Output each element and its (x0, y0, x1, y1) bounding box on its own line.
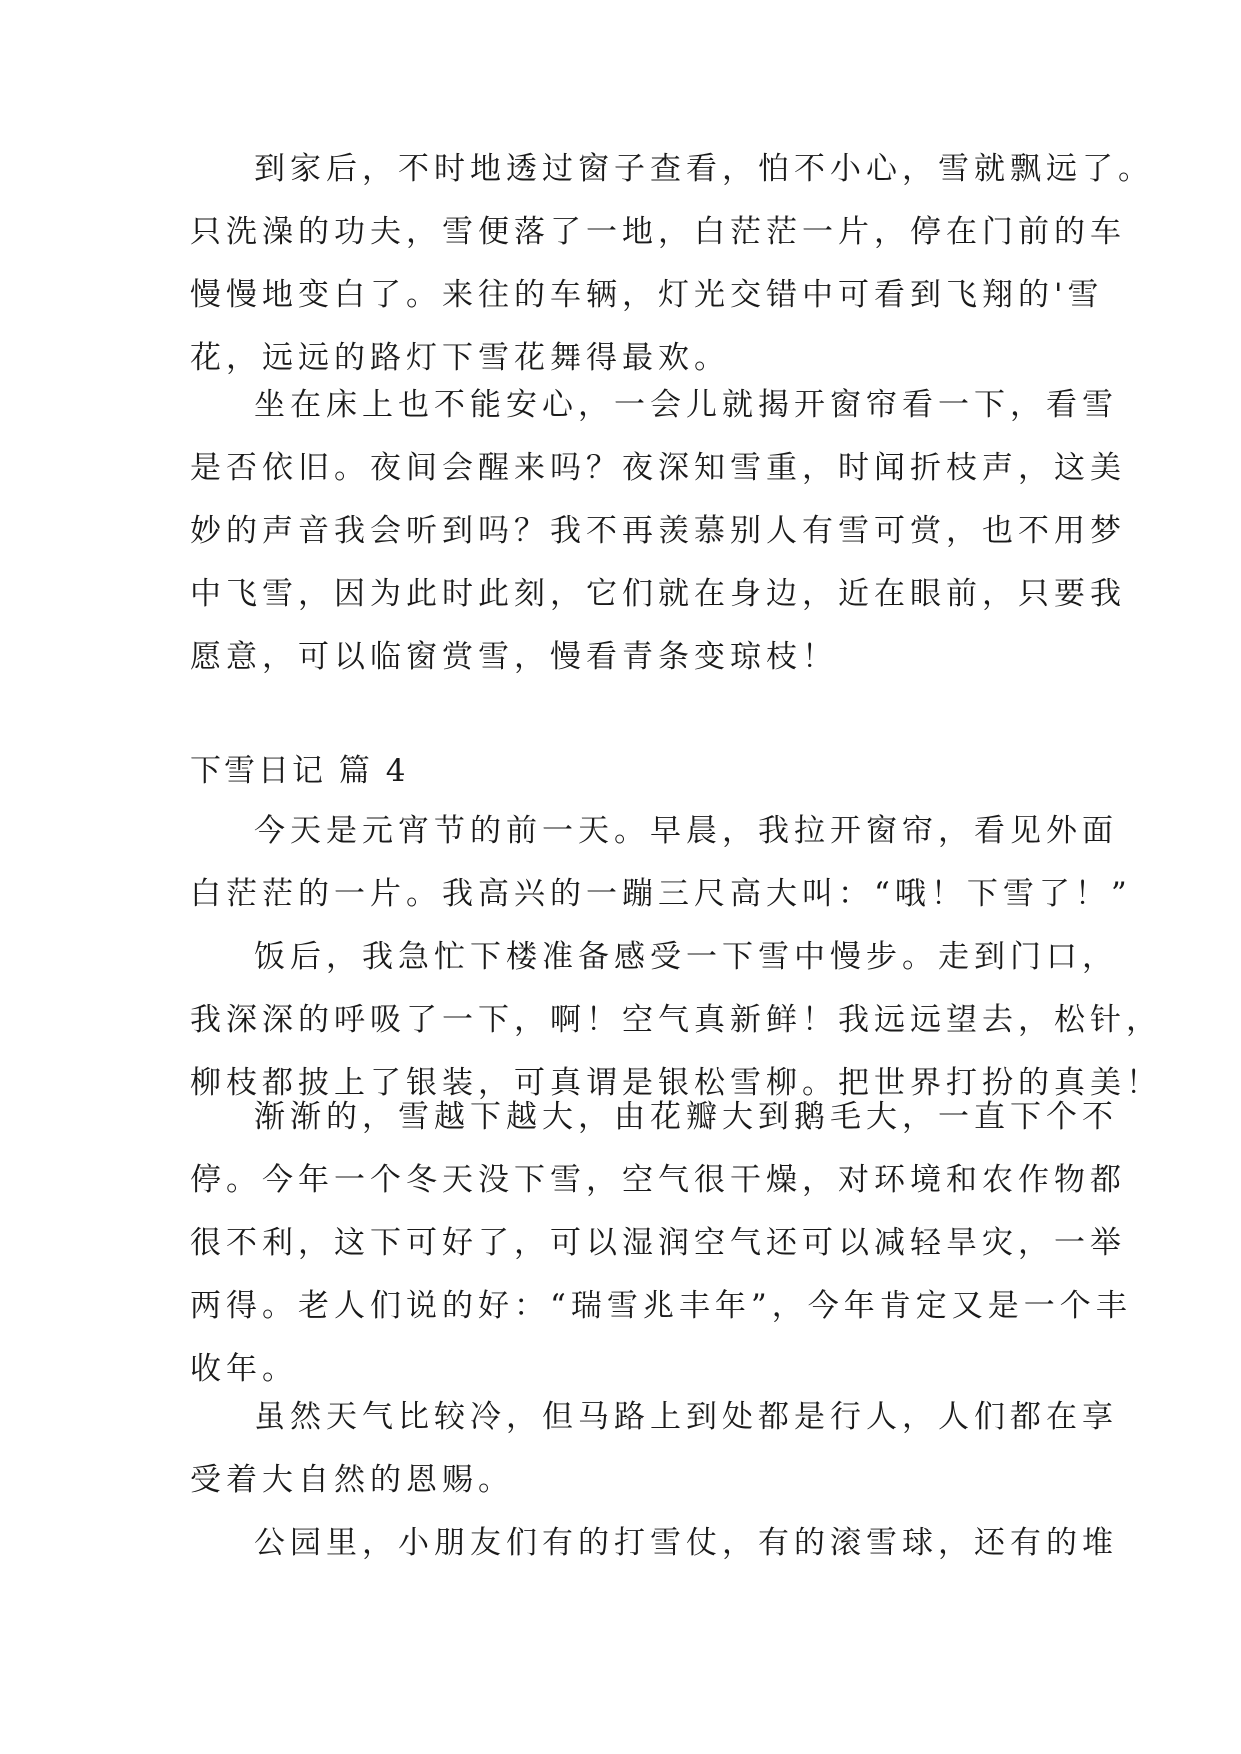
text-line: 停。今年一个冬天没下雪，空气很干燥，对环境和农作物都 (190, 1162, 1126, 1198)
text-line: 受着大自然的恩赐。 (190, 1462, 514, 1498)
text-line: 到家后，不时地透过窗子查看，怕不小心，雪就飘远了。 (254, 151, 1154, 187)
text-line: 中飞雪，因为此时此刻，它们就在身边，近在眼前，只要我 (190, 576, 1126, 612)
paragraph-park (190, 1512, 1118, 1575)
text-line: 慢慢地变白了。来往的车辆，灯光交错中可看到飞翔的'雪 (190, 277, 1104, 313)
text-line: 白茫茫的一片。我高兴的一蹦三尺高大叫：“哦！下雪了！” (190, 876, 1132, 912)
section-heading: 下雪日记 篇 4 (190, 753, 409, 789)
text-line: 很不利，这下可好了，可以湿润空气还可以减轻旱灾，一举 (190, 1225, 1126, 1261)
text-line: 是否依旧。夜间会醒来吗？夜深知雪重，时闻折枝声，这美 (190, 450, 1126, 486)
text-line: 妙的声音我会听到吗？我不再羡慕别人有雪可赏，也不用梦 (190, 513, 1126, 549)
paragraph-sitting-on-bed (190, 374, 1126, 689)
paragraph-snow-heavier (190, 1086, 1132, 1401)
text-line: 饭后，我急忙下楼准备感受一下雪中慢步。走到门口， (254, 939, 1118, 975)
text-line: 愿意，可以临窗赏雪，慢看青条变琼枝！ (190, 639, 838, 675)
text-line: 两得。老人们说的好：“瑞雪兆丰年”，今年肯定又是一个丰 (190, 1288, 1132, 1324)
text-line: 只洗澡的功夫，雪便落了一地，白茫茫一片，停在门前的车 (190, 214, 1126, 250)
text-line: 柳枝都披上了银装，可真谓是银松雪柳。把世界打扮的真美！ (190, 1065, 1162, 1101)
text-line: 渐渐的，雪越下越大，由花瓣大到鹅毛大，一直下个不 (254, 1099, 1118, 1135)
paragraph-arrival-home (190, 138, 1154, 390)
text-line: 花，远远的路灯下雪花舞得最欢。 (190, 340, 730, 376)
text-line: 今天是元宵节的前一天。早晨，我拉开窗帘，看见外面 (254, 813, 1118, 849)
text-line: 坐在床上也不能安心，一会儿就揭开窗帘看一下，看雪 (254, 387, 1118, 423)
paragraph-cold-weather (190, 1386, 1118, 1512)
text-line: 虽然天气比较冷，但马路上到处都是行人，人们都在享 (254, 1399, 1118, 1435)
text-line: 公园里，小朋友们有的打雪仗，有的滚雪球，还有的堆 (254, 1525, 1118, 1561)
text-line: 收年。 (190, 1351, 298, 1387)
paragraph-lantern-festival-eve (190, 800, 1132, 926)
text-line: 我深深的呼吸了一下，啊！空气真新鲜！我远远望去，松针， (190, 1002, 1162, 1038)
